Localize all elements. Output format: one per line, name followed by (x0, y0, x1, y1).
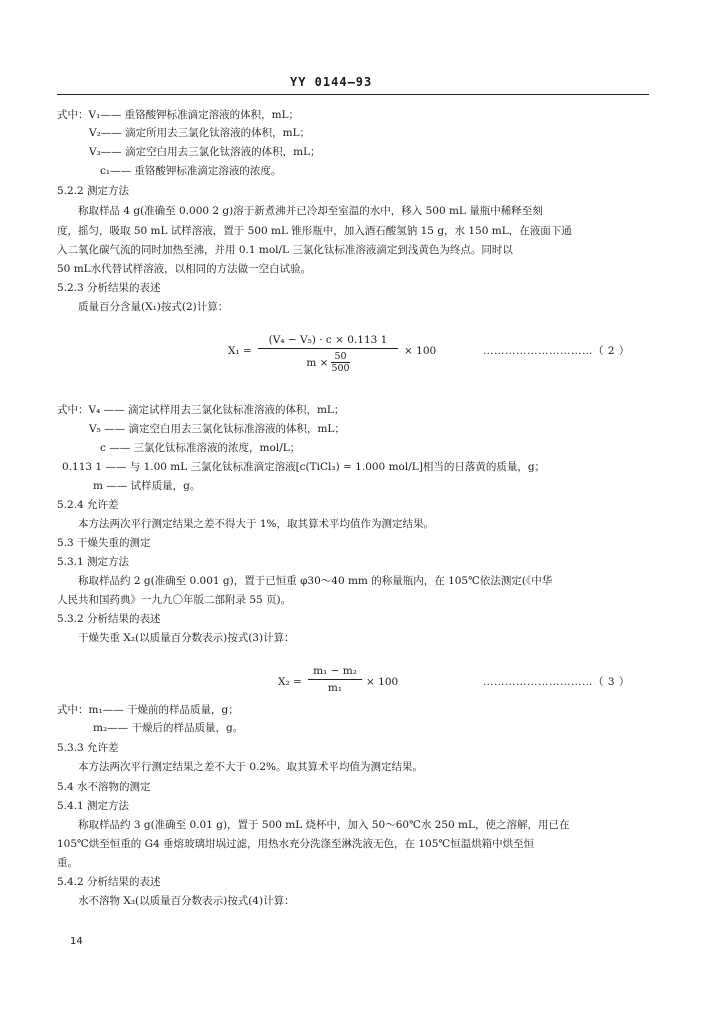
legend-v2: V₂—— 滴定所用去三氯化钛溶液的体积，mL； (89, 127, 311, 139)
formula-2-denominator (306, 351, 349, 374)
legend-v3: V₃—— 滴定空白用去三氯化钛溶液的体积，mL； (89, 146, 321, 158)
formula-3-lhs: X₂ = (278, 676, 302, 688)
s531-para-line-2: 人民共和国药典》一九九〇年版二部附录 55 页)。 (57, 594, 292, 606)
s533-para: 本方法两次平行测定结果之差不大于 0.2%。取其算术平均值为测定结果。 (78, 761, 424, 773)
page-number: 14 (70, 936, 83, 947)
section-5-2-3-heading: 5.2.3 分析结果的表述 (57, 282, 161, 294)
s522-para-line-1: 称取样品 4 g(准确至 0.000 2 g)溶于新煮沸并已冷却至室温的水中，移入 500 mL 量瓶中稀释至刻 (78, 205, 543, 217)
legend-m1: 式中：m₁—— 干燥前的样品质量，g； (57, 704, 239, 716)
section-5-3-1-heading: 5.3.1 测定方法 (57, 556, 130, 568)
formula-3-tail: × 100 (366, 676, 399, 688)
formula-2-bar (258, 348, 398, 349)
s522-para-line-3: 入二氧化碳气流的同时加热至沸，并用 0.1 mol/L 三氯化钛标准溶液滴定到浅黄色为终点。同时以 (57, 244, 513, 256)
legend-v4: 式中：V₄ —— 滴定试样用去三氯化钛标准溶液的体积，mL； (57, 404, 345, 416)
section-5-4-heading: 5.4 水不溶物的测定 (57, 781, 151, 793)
s532-intro: 干燥失重 X₂(以质量百分数表示)按式(3)计算： (78, 632, 295, 644)
s542-intro: 水不溶物 X₃(以质量百分数表示)按式(4)计算： (78, 895, 295, 907)
legend-m: m —— 试样质量，g。 (93, 480, 201, 492)
section-5-3-3-heading: 5.3.3 允许差 (57, 742, 119, 754)
legend-c: c —— 三氯化钛标准溶液的浓度，mol/L； (100, 442, 301, 454)
section-5-4-1-heading: 5.4.1 测定方法 (57, 800, 130, 812)
section-5-3-heading: 5.3 干燥失重的测定 (57, 537, 151, 549)
legend-v5: V₅ —— 滴定空白用去三氯化钛标准溶液的体积，mL； (89, 423, 345, 435)
formula-2-numerator: (V₄ − V₅) · c × 0.113 1 (268, 334, 388, 346)
formula-2-den-m: m × (306, 356, 329, 369)
formula-2-tail: × 100 (404, 345, 437, 357)
formula-3-fraction (308, 665, 362, 694)
formula-2-ref: …………………………（ 2 ） (483, 345, 630, 357)
s541-para-line-2: 105℃烘至恒重的 G4 垂熔玻璃坩埚过滤，用热水充分洗涤至淋洗液无色，在 105℃恒温烘箱中烘至恒 (57, 838, 535, 850)
formula-3-numerator: m₁ − m₂ (313, 665, 357, 677)
s541-para-line-1: 称取样品约 3 g(准确至 0.01 g)，置于 500 mL 烧杯中，加入 50～60℃水 250 mL，使之溶解，用已在 (78, 819, 570, 831)
header-rule (57, 94, 649, 95)
s524-para: 本方法两次平行测定结果之差不得大于 1%，取其算术平均值作为测定结果。 (78, 518, 434, 530)
legend-v1: 式中：V₁—— 重铬酸钾标准滴定溶液的体积，mL； (57, 109, 300, 121)
section-5-4-2-heading: 5.4.2 分析结果的表述 (57, 876, 161, 888)
section-5-2-4-heading: 5.2.4 允许差 (57, 499, 119, 511)
s522-para-line-4: 50 mL水代替试样溶液，以相同的方法做一空白试验。 (57, 263, 312, 275)
formula-2-fraction (258, 334, 398, 374)
formula-3-ref: …………………………（ 3 ） (483, 676, 630, 688)
formula-2-den-fraction (331, 351, 349, 374)
s522-para-line-2: 度，摇匀，吸取 50 mL 试样溶液，置于 500 mL 锥形瓶中，加入酒石酸氢钠 15 g，水 150 mL，在液面下通 (57, 225, 572, 237)
s531-para-line-1: 称取样品约 2 g(准确至 0.001 g)，置于已恒重 φ30～40 mm 的称量瓶内，在 105℃依法测定(《中华 (78, 575, 553, 587)
formula-2-den-frac-num: 50 (334, 351, 347, 362)
s541-para-line-3: 重。 (57, 857, 78, 869)
section-5-3-2-heading: 5.3.2 分析结果的表述 (57, 613, 161, 625)
formula-3-denominator: m₁ (327, 682, 343, 694)
standard-code-header: YY 0144—93 (290, 75, 373, 89)
section-5-2-2-heading: 5.2.2 测定方法 (57, 185, 130, 197)
formula-2-lhs: X₁ = (228, 345, 252, 357)
legend-01131: 0.113 1 —— 与 1.00 mL 三氯化钛标准滴定溶液[c(TiCl₃) = 1.000 mol/L]相当的日落黄的质量，g； (62, 461, 546, 473)
legend-m2: m₂—— 干燥后的样品质量，g。 (93, 722, 244, 734)
s523-intro: 质量百分含量(X₁)按式(2)计算： (78, 301, 229, 313)
formula-3-bar (308, 679, 362, 680)
formula-2-den-frac-den: 500 (331, 363, 350, 374)
legend-c1: c₁—— 重铬酸钾标准滴定溶液的浓度。 (100, 165, 282, 177)
